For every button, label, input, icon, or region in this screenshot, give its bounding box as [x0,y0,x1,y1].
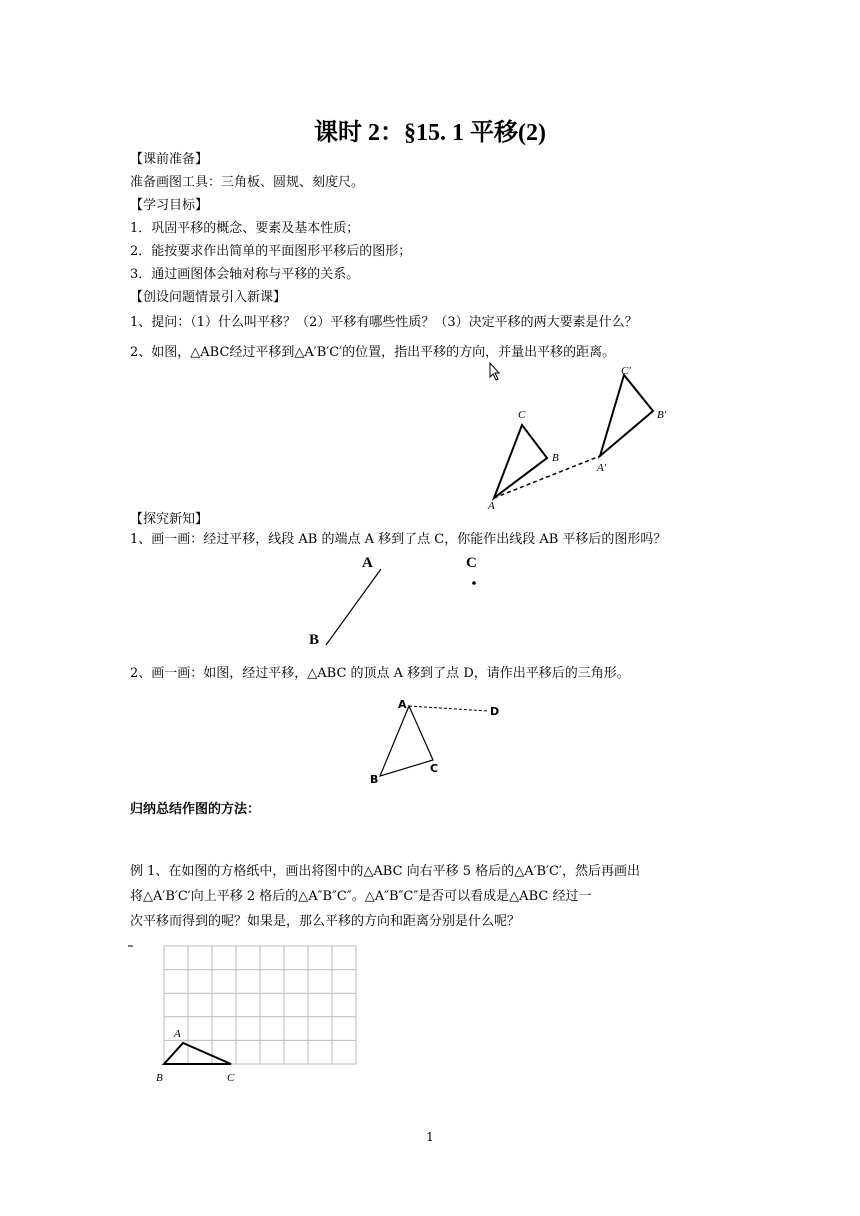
example-line-2: 将△A′B′C′向上平移 2 格后的△A″B″C″。△A″B″C″是否可以看成是△ABC 经过一 [130,889,592,904]
triangle-a2b2c2 [600,375,653,456]
goal-item-2: 2．能按要求作出简单的平面图形平移后的图形； [130,244,412,259]
fig3-label-d: D [490,705,500,718]
translation-figure [480,360,700,510]
fig2-label-c: C [466,555,477,571]
explore-heading: 【探究新知】 [130,512,209,527]
fig1-label-c: C [518,409,526,421]
grid-label-c: C [227,1072,235,1084]
intro-heading: 【创设问题情景引入新课】 [130,290,287,305]
example-line-3: 次平移而得到的呢？如果是，那么平移的方向和距离分别是什么呢？ [130,914,521,929]
dashed-line-ad [409,706,488,711]
explore-question-1: 1、画一画：经过平移，线段 AB 的端点 A 移到了点 C，你能作出线段 AB 平移后的图形吗？ [130,532,667,547]
fig2-label-b: B [309,632,320,648]
goal-item-3: 3．通过画图体会轴对称与平移的关系。 [130,267,360,282]
cursor-icon [490,363,499,380]
grid-label-b: B [156,1072,163,1084]
segment-ab [326,569,381,645]
triangle-d-figure [360,690,520,790]
fig1-label-a-prime: A' [597,462,607,474]
intro-question-2: 2、如图，△ABC经过平移到△A′B′C′的位置，指出平移的方向，并量出平移的距离。 [130,345,616,360]
triangle-abc-2 [380,706,433,776]
fig1-label-b-prime: B' [657,409,667,421]
summary-heading: 归纳总结作图的方法： [130,802,261,817]
grid-triangle-abc [164,1043,231,1064]
fig3-label-b: B [370,773,379,786]
goal-item-1: 1．巩固平移的概念、要素及基本性质； [130,221,360,236]
segment-figure [300,550,500,650]
explore-question-2: 2、画一画：如图，经过平移，△ABC 的顶点 A 移到了点 D，请作出平移后的三角形。 [130,666,630,681]
fig1-label-a: A [488,500,495,510]
page-number: 1 [426,1130,434,1144]
grid-figure [125,940,365,1090]
fig3-label-a: A [398,698,407,711]
point-c [472,581,476,585]
grid-label-a: A [174,1028,181,1040]
fig1-label-b: B [552,452,559,464]
fig3-label-c: C [430,762,439,775]
goals-heading: 【学习目标】 [130,198,209,213]
fig1-label-c-prime: C' [621,365,631,377]
fig2-label-a: A [362,555,373,571]
page-title: 课时 2：§15. 1 平移(2) [314,120,546,146]
intro-question-1: 1、提问：（1）什么叫平移？（2）平移有哪些性质？（3）决定平移的两大要素是什么？ [130,315,638,330]
prep-heading: 【课前准备】 [130,152,209,167]
translation-dashed-line [494,456,600,498]
prep-text: 准备画图工具：三角板、圆规、刻度尺。 [130,175,365,190]
example-line-1: 例 1、在如图的方格纸中，画出将图中的△ABC 向右平移 5 格后的△A′B′C′，然后再画出 [130,864,640,879]
